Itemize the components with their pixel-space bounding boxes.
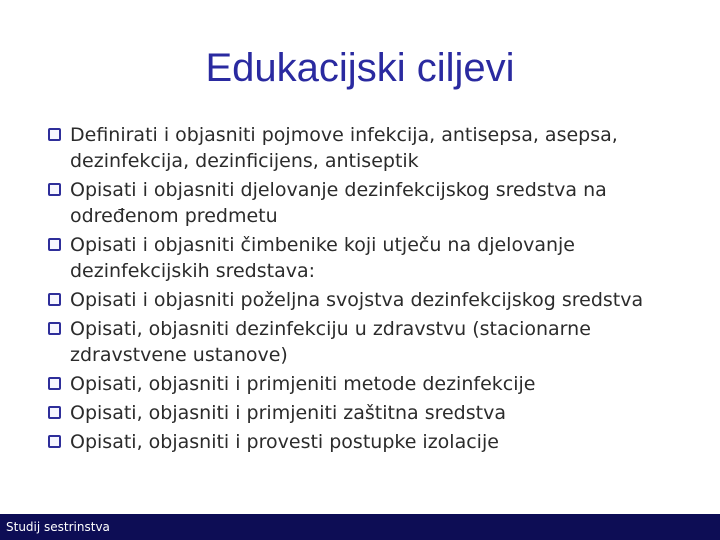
list-item-text: Opisati i objasniti čimbenike koji utječu na djelovanje dezinfekcijskih sredstava: xyxy=(70,234,575,282)
list-item xyxy=(48,400,708,426)
checkbox-bullet-icon xyxy=(48,183,61,196)
list-item-text: Opisati i objasniti djelovanje dezinfekcijskog sredstva na određenom predmetu xyxy=(70,179,607,227)
list-item xyxy=(48,429,708,455)
footer-label: Studij sestrinstva xyxy=(6,520,110,534)
list-item-text: Opisati, objasniti dezinfekciju u zdravstvu (stacionarne zdravstvene ustanove) xyxy=(70,318,591,366)
checkbox-bullet-icon xyxy=(48,435,61,448)
checkbox-bullet-icon xyxy=(48,128,61,141)
list-item-text: Opisati i objasniti poželjna svojstva dezinfekcijskog sredstva xyxy=(70,289,644,311)
footer-bar xyxy=(0,514,720,540)
list-item xyxy=(48,371,708,397)
slide-title: Edukacijski ciljevi xyxy=(205,46,515,90)
list-item xyxy=(48,232,708,284)
checkbox-bullet-icon xyxy=(48,377,61,390)
list-item-text: Opisati, objasniti i provesti postupke izolacije xyxy=(70,431,499,453)
checkbox-bullet-icon xyxy=(48,322,61,335)
checkbox-bullet-icon xyxy=(48,238,61,251)
list-item-text: Definirati i objasniti pojmove infekcija, antisepsa, asepsa, dezinfekcija, dezinficijens, antiseptik xyxy=(70,124,618,172)
list-item xyxy=(48,287,708,313)
list-item xyxy=(48,177,708,229)
list-item-text: Opisati, objasniti i primjeniti zaštitna sredstva xyxy=(70,402,506,424)
checkbox-bullet-icon xyxy=(48,293,61,306)
list-item xyxy=(48,316,708,368)
list-item xyxy=(48,122,708,174)
list-item-text: Opisati, objasniti i primjeniti metode dezinfekcije xyxy=(70,373,536,395)
checkbox-bullet-icon xyxy=(48,406,61,419)
objectives-list xyxy=(48,122,708,458)
